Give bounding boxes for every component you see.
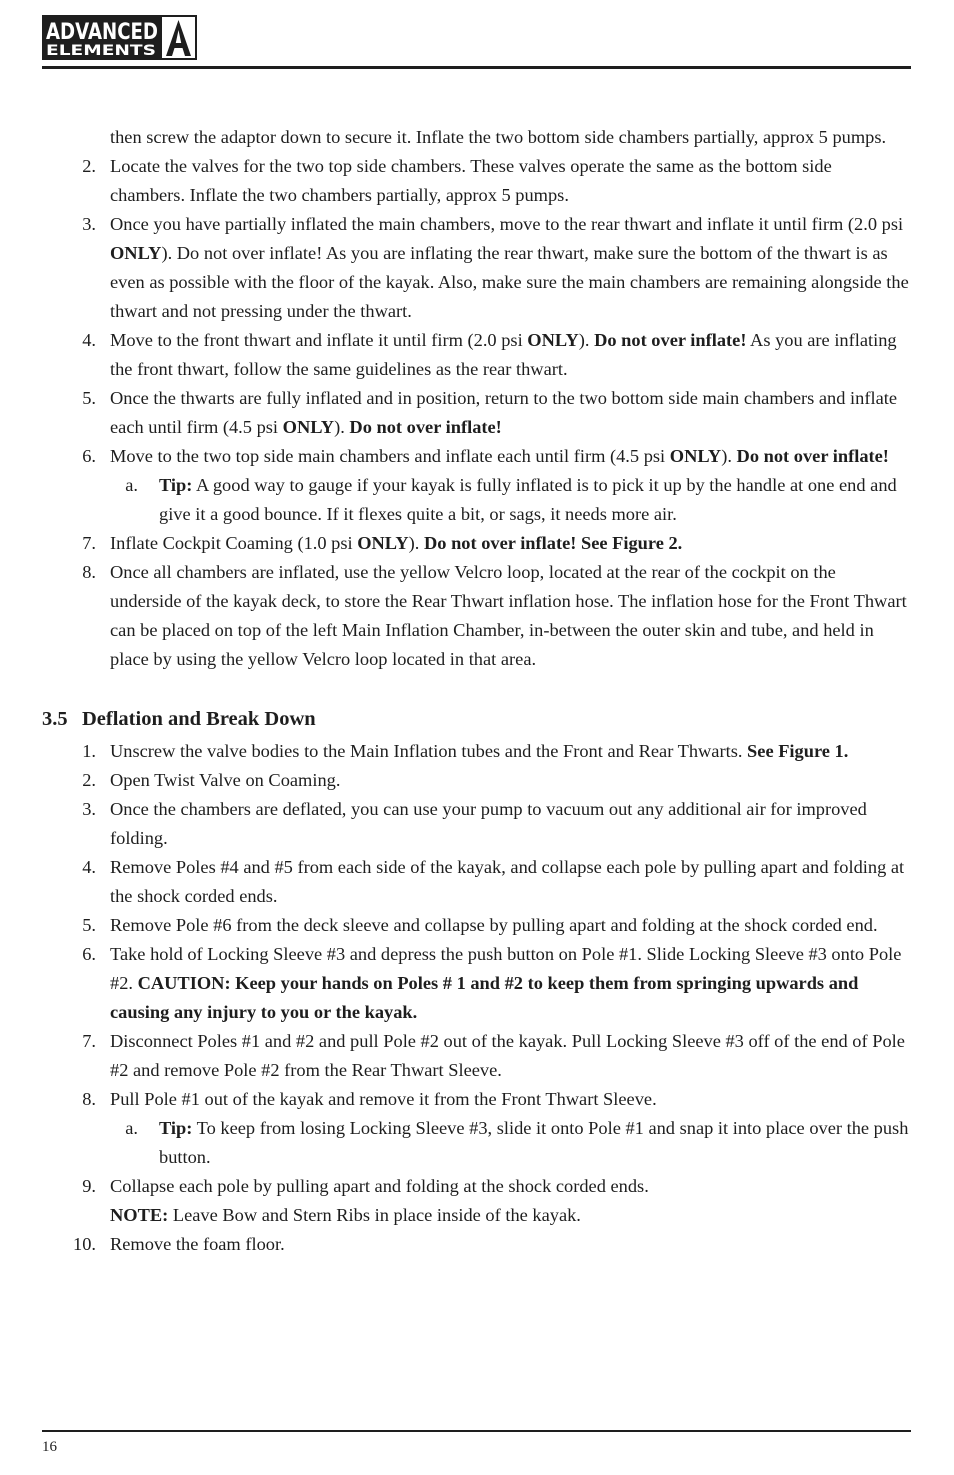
item-text: Once the thwarts are fully inflated and in position, return to the two bottom side main chambers and inflate each until firm (4.5 psi — [110, 388, 898, 437]
item-warning: Do not over inflate! — [736, 446, 889, 466]
item-text: ). Do not over inflate! As you are inflating the rear thwart, make sure the bottom of the thwart is as even as possible with the floor of the kayak. Also, make sure the main chambers are remaining alongside the thwart and not pressing under the thwart. — [110, 243, 909, 321]
section-number: 3.5 — [42, 708, 68, 730]
section-title: Deflation and Break Down — [82, 708, 316, 730]
item-text: ). — [578, 330, 595, 350]
item-number: 9. — [82, 1176, 96, 1196]
logo-line-2: ELEMENTS — [46, 43, 156, 59]
tip-text: A good way to gauge if your kayak is fully inflated is to pick it up by the handle at one end and give it a good bounce. If it flexes quite a bit, or sags, it needs more air. — [159, 475, 897, 524]
item-text: Pull Pole #1 out of the kayak and remove it from the Front Thwart Sleeve. — [110, 1089, 657, 1109]
list-item — [42, 529, 910, 558]
list-item — [42, 1027, 910, 1085]
item-warning: Do not over inflate! — [594, 330, 747, 350]
logo-line-1: ADVANCED — [46, 20, 158, 45]
item-number: 5. — [82, 388, 96, 408]
item-emphasis: ONLY — [110, 243, 162, 263]
item-text: Collapse each pole by pulling apart and folding at the shock corded ends. — [110, 1176, 649, 1196]
item-number: 6. — [82, 446, 96, 466]
list-item — [42, 1085, 910, 1114]
sub-list-item — [42, 471, 910, 529]
item-text: Once the chambers are deflated, you can use your pump to vacuum out any additional air for improved folding. — [110, 799, 867, 848]
item-number: 2. — [82, 156, 96, 176]
item-emphasis: See Figure 1. — [747, 741, 849, 761]
item-number: 7. — [82, 533, 96, 553]
list-item — [42, 558, 910, 674]
item-text: Once all chambers are inflated, use the yellow Velcro loop, located at the rear of the cockpit on the underside of the kayak deck, to store the Rear Thwart inflation hose. The inflation hose for the Front Thwart can be placed on top of the left Main Inflation Chamber, in-between the outer skin and tube, and held in place by using the yellow Velcro loop located in that area. — [110, 562, 907, 669]
item-warning: Do not over inflate! See Figure 2. — [424, 533, 683, 553]
item-text: Locate the valves for the two top side chambers. These valves operate the same as the bottom side chambers. Inflate the two chambers partially, approx 5 pumps. — [110, 156, 832, 205]
item-number: 8. — [82, 1089, 96, 1109]
list-item — [42, 853, 910, 911]
header-rule — [42, 66, 911, 69]
sub-item-letter: a. — [125, 1118, 138, 1138]
item-text: ). — [721, 446, 737, 466]
footer-rule — [42, 1430, 911, 1432]
tip-label: Tip: — [159, 1118, 193, 1138]
item-warning: Do not over inflate! — [349, 417, 502, 437]
item-number: 4. — [82, 857, 96, 877]
list-item — [42, 795, 910, 853]
item-emphasis: ONLY — [282, 417, 335, 437]
item-number: 6. — [82, 944, 96, 964]
advanced-elements-logo — [42, 15, 197, 60]
item-text: Open Twist Valve on Coaming. — [110, 770, 341, 790]
list-item — [42, 326, 910, 384]
continued-text: then screw the adaptor down to secure it. Inflate the two bottom side chambers partially, approx 5 pumps. — [110, 127, 887, 147]
item-text: Once you have partially inflated the main chambers, move to the rear thwart and inflate it until firm (2.0 psi — [110, 214, 904, 234]
item-emphasis: ONLY — [669, 446, 722, 466]
page-number: 16 — [42, 1439, 57, 1455]
item-number: 3. — [82, 799, 96, 819]
list-item — [42, 940, 910, 1027]
continued-paragraph — [42, 123, 910, 152]
page-content — [42, 123, 910, 1259]
item-number: 8. — [82, 562, 96, 582]
list-item — [42, 911, 910, 940]
item-number: 7. — [82, 1031, 96, 1051]
item-text: Remove Pole #6 from the deck sleeve and collapse by pulling apart and folding at the shock corded end. — [110, 915, 878, 935]
item-text: Remove Poles #4 and #5 from each side of the kayak, and collapse each pole by pulling apart and folding at the shock corded ends. — [110, 857, 905, 906]
list-item — [42, 210, 910, 326]
item-text: As you are inflating the front thwart, follow the same guidelines as the rear thwart. — [110, 330, 897, 379]
item-text: ). — [334, 417, 350, 437]
note-text: Leave Bow and Stern Ribs in place inside of the kayak. — [168, 1205, 581, 1225]
item-text: ). — [408, 533, 424, 553]
item-emphasis: ONLY — [357, 533, 409, 553]
sub-list-item — [42, 1114, 910, 1172]
list-item — [42, 1230, 910, 1259]
item-number: 10. — [73, 1234, 96, 1254]
list-item — [42, 1172, 910, 1230]
list-item — [42, 384, 910, 442]
item-emphasis: ONLY — [527, 330, 579, 350]
list-item — [42, 737, 910, 766]
item-text: Disconnect Poles #1 and #2 and pull Pole #2 out of the kayak. Pull Locking Sleeve #3 off of the end of Pole #2 and remove Pole #2 from the Rear Thwart Sleeve. — [110, 1031, 905, 1080]
note-label: NOTE: — [110, 1205, 169, 1225]
tip-label: Tip: — [159, 475, 193, 495]
section-heading — [42, 702, 910, 736]
item-text: Remove the foam floor. — [110, 1234, 285, 1254]
list-item — [42, 766, 910, 795]
tip-text: To keep from losing Locking Sleeve #3, slide it onto Pole #1 and snap it into place over the push button. — [159, 1118, 909, 1167]
item-number: 2. — [82, 770, 96, 790]
caution-text: CAUTION: Keep your hands on Poles # 1 and #2 to keep them from springing upwards and causing any injury to you or the kayak. — [110, 973, 859, 1022]
sub-item-letter: a. — [125, 475, 138, 495]
item-number: 3. — [82, 214, 96, 234]
item-number: 5. — [82, 915, 96, 935]
item-number: 1. — [82, 741, 96, 761]
item-text: Take hold of Locking Sleeve #3 and depress the push button on Pole #1. Slide Locking Sleeve #3 onto Pole #2. — [110, 944, 902, 993]
list-item — [42, 152, 910, 210]
list-item — [42, 442, 910, 471]
item-text: Unscrew the valve bodies to the Main Inflation tubes and the Front and Rear Thwarts. — [110, 741, 748, 761]
item-text: Inflate Cockpit Coaming (1.0 psi — [110, 533, 358, 553]
item-number: 4. — [82, 330, 96, 350]
item-text: Move to the front thwart and inflate it until firm (2.0 psi — [110, 330, 528, 350]
item-text: Move to the two top side main chambers and inflate each until firm (4.5 psi — [110, 446, 670, 466]
